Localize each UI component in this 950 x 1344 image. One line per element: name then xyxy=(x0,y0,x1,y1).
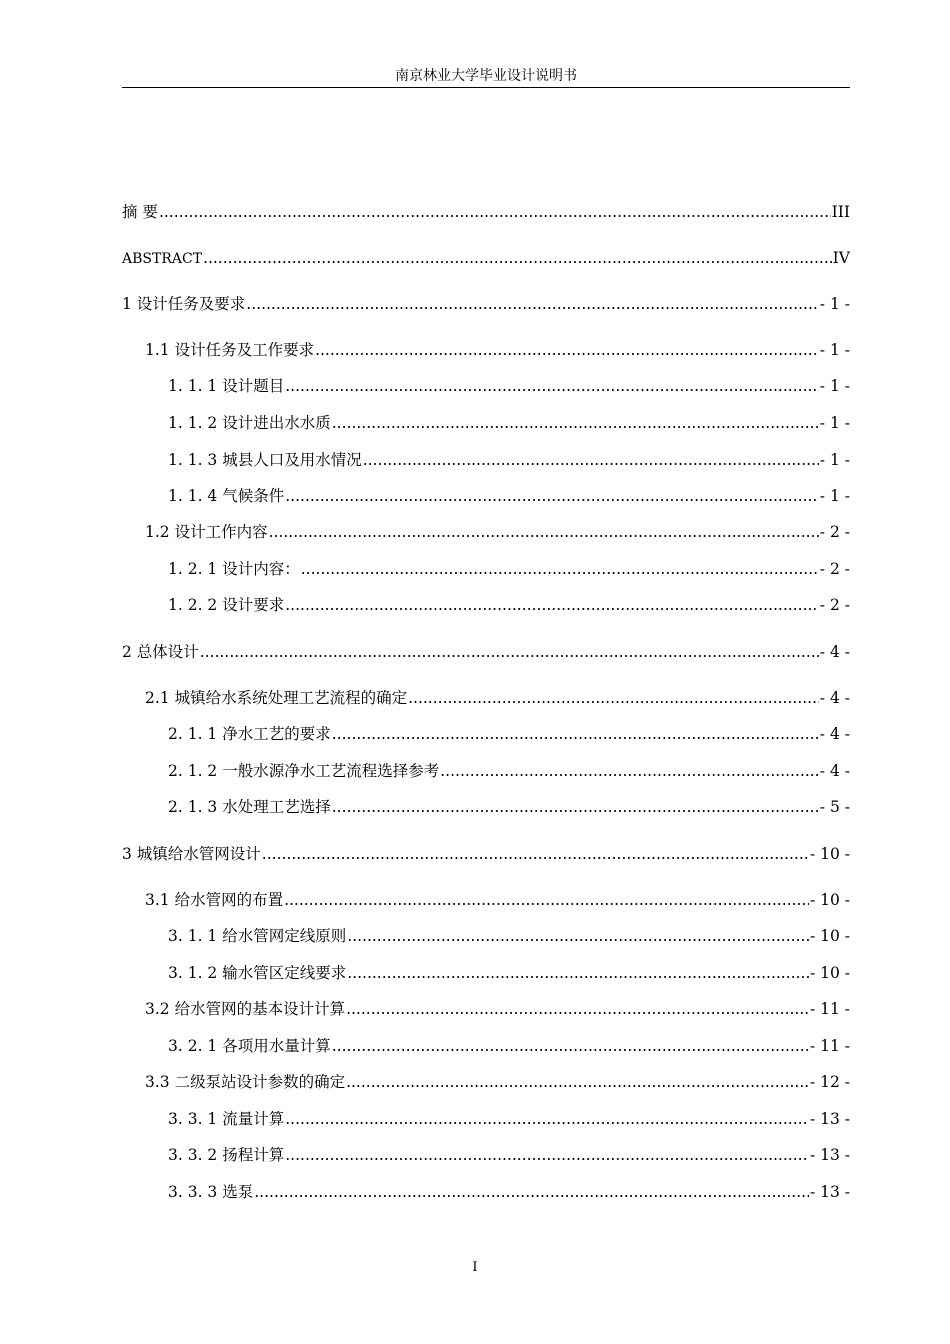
toc-dot-leader xyxy=(285,373,819,399)
toc-dot-leader xyxy=(332,721,819,747)
toc-entry-title: 3. 2. 1 各项用水量计算 xyxy=(168,1037,331,1055)
toc-entry-title: 3.3 二级泵站设计参数的确定 xyxy=(145,1073,346,1091)
toc-dot-leader xyxy=(315,337,819,363)
toc-entry-title: ABSTRACT xyxy=(122,251,203,267)
toc-entry-subsection[interactable] xyxy=(168,483,850,509)
toc-entry-page: - 2 - xyxy=(819,560,850,578)
toc-entry-title: 1. 1. 1 设计题目 xyxy=(168,377,285,395)
toc-entry-page: - 4 - xyxy=(819,725,850,743)
toc-entry-chapter[interactable] xyxy=(122,291,850,317)
toc-dot-leader xyxy=(254,1179,809,1205)
toc-entry-subsection[interactable] xyxy=(168,923,850,949)
toc-entry-section[interactable] xyxy=(145,337,850,363)
toc-entry-subsection[interactable] xyxy=(168,1106,850,1132)
toc-dot-leader xyxy=(440,758,819,784)
toc-entry-page: - 10 - xyxy=(809,891,850,909)
toc-entry-page: - 1 - xyxy=(819,451,850,469)
toc-dot-leader xyxy=(284,887,809,913)
toc-dot-leader xyxy=(262,841,809,867)
toc-entry-page: - 11 - xyxy=(809,1000,850,1018)
toc-entry-title: 3. 3. 2 扬程计算 xyxy=(168,1146,285,1164)
toc-dot-leader xyxy=(347,923,809,949)
toc-entry-page: - 13 - xyxy=(809,1183,850,1201)
toc-dot-leader xyxy=(332,1033,809,1059)
toc-entry-title: 1. 1. 3 城县人口及用水情况 xyxy=(168,451,362,469)
page-footer xyxy=(0,1258,950,1278)
toc-entry-subsection[interactable] xyxy=(168,794,850,820)
toc-entry-title: 1.1 设计任务及工作要求 xyxy=(145,341,315,359)
toc-entry-subsection[interactable] xyxy=(168,721,850,747)
toc-entry-title: 2 总体设计 xyxy=(122,643,199,661)
toc-entry-abstract-cn[interactable] xyxy=(122,199,850,225)
toc-entry-subsection[interactable] xyxy=(168,960,850,986)
toc-entry-page: III xyxy=(831,203,850,221)
toc-entry-page: - 2 - xyxy=(819,596,850,614)
toc-entry-page: - 1 - xyxy=(819,414,850,432)
toc-entry-section[interactable] xyxy=(145,519,850,545)
toc-entry-page: - 1 - xyxy=(819,487,850,505)
toc-dot-leader xyxy=(200,639,819,665)
toc-dot-leader xyxy=(332,410,819,436)
toc-dot-leader xyxy=(285,483,819,509)
toc-entry-subsection[interactable] xyxy=(168,758,850,784)
toc-entry-subsection[interactable] xyxy=(168,1142,850,1168)
toc-entry-page: - 13 - xyxy=(809,1110,850,1128)
toc-entry-page: - 10 - xyxy=(809,964,850,982)
page-number: I xyxy=(472,1260,478,1275)
toc-entry-title: 3 城镇给水管网设计 xyxy=(122,845,261,863)
toc-entry-page: - 4 - xyxy=(819,689,850,707)
toc-entry-title: 1. 2. 2 设计要求 xyxy=(168,596,285,614)
toc-dot-leader xyxy=(346,1069,809,1095)
toc-entry-page: - 10 - xyxy=(809,845,850,863)
toc-entry-page: - 1 - xyxy=(819,341,850,359)
toc-dot-leader xyxy=(203,245,832,271)
toc-dot-leader xyxy=(269,519,819,545)
toc-entry-page: - 4 - xyxy=(819,643,850,661)
toc-entry-page: - 1 - xyxy=(819,295,850,313)
toc-dot-leader xyxy=(346,996,809,1022)
toc-dot-leader xyxy=(347,960,809,986)
toc-entry-subsection[interactable] xyxy=(168,373,850,399)
toc-entry-page: - 10 - xyxy=(809,927,850,945)
header-title: 南京林业大学毕业设计说明书 xyxy=(395,68,577,84)
toc-entry-title: 3. 3. 1 流量计算 xyxy=(168,1110,285,1128)
toc-entry-title: 1 设计任务及要求 xyxy=(122,295,246,313)
toc-entry-chapter[interactable] xyxy=(122,639,850,665)
toc-entry-subsection[interactable] xyxy=(168,592,850,618)
toc-entry-page: - 4 - xyxy=(819,762,850,780)
toc-entry-section[interactable] xyxy=(145,996,850,1022)
toc-entry-page: - 2 - xyxy=(819,523,850,541)
toc-dot-leader xyxy=(285,1142,809,1168)
page-header xyxy=(122,64,850,88)
toc-entry-chapter[interactable] xyxy=(122,841,850,867)
toc-entry-title: 2. 1. 1 净水工艺的要求 xyxy=(168,725,331,743)
toc-dot-leader xyxy=(332,794,819,820)
toc-entry-title: 1. 1. 2 设计进出水水质 xyxy=(168,414,331,432)
toc-entry-subsection[interactable] xyxy=(168,1033,850,1059)
toc-dot-leader xyxy=(285,592,819,618)
toc-dot-leader xyxy=(285,1106,809,1132)
toc-dot-leader xyxy=(408,685,819,711)
toc-entry-page: - 12 - xyxy=(809,1073,850,1091)
toc-entry-subsection[interactable] xyxy=(168,1179,850,1205)
toc-entry-page: - 5 - xyxy=(819,798,850,816)
toc-entry-title: 3.2 给水管网的基本设计计算 xyxy=(145,1000,346,1018)
toc-entry-title: 2. 1. 2 一般水源净水工艺流程选择参考 xyxy=(168,762,440,780)
toc-entry-title: 1. 1. 4 气候条件 xyxy=(168,487,285,505)
toc-entry-title: 1. 2. 1 设计内容： xyxy=(168,560,300,578)
toc-entry-page: IV xyxy=(832,249,850,267)
toc-dot-leader xyxy=(363,447,819,473)
toc-entry-subsection[interactable] xyxy=(168,410,850,436)
toc-entry-title: 2. 1. 3 水处理工艺选择 xyxy=(168,798,331,816)
toc-entry-section[interactable] xyxy=(145,1069,850,1095)
toc-entry-page: - 11 - xyxy=(809,1037,850,1055)
toc-entry-title: 摘 要 xyxy=(122,203,158,221)
toc-entry-title: 3. 1. 2 输水管区定线要求 xyxy=(168,964,347,982)
toc-dot-leader xyxy=(159,199,831,225)
toc-dot-leader xyxy=(301,556,819,582)
toc-entry-subsection[interactable] xyxy=(168,447,850,473)
toc-entry-page: - 13 - xyxy=(809,1146,850,1164)
toc-entry-title: 3.1 给水管网的布置 xyxy=(145,891,284,909)
toc-entry-title: 1.2 设计工作内容 xyxy=(145,523,268,541)
toc-entry-title: 3. 1. 1 给水管网定线原则 xyxy=(168,927,347,945)
toc-entry-page: - 1 - xyxy=(819,377,850,395)
toc-entry-section[interactable] xyxy=(145,685,850,711)
toc-entry-subsection[interactable] xyxy=(168,556,850,582)
toc-dot-leader xyxy=(246,291,819,317)
toc-entry-abstract-en[interactable] xyxy=(122,245,850,271)
toc-entry-title: 2.1 城镇给水系统处理工艺流程的确定 xyxy=(145,689,408,707)
toc-entry-section[interactable] xyxy=(145,887,850,913)
toc-entry-title: 3. 3. 3 选泵 xyxy=(168,1183,254,1201)
